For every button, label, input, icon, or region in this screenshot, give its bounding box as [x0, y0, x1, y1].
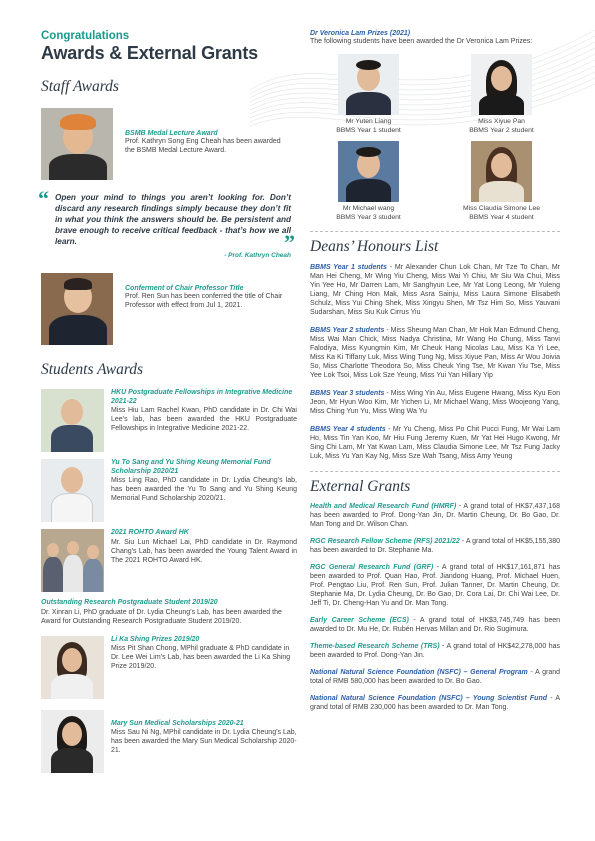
grant-label: RGC Research Fellow Scheme (RFS) 2021/22	[310, 538, 460, 545]
award-title: Conferment of Chair Professor Title	[125, 285, 244, 292]
portrait-photo-cheah	[41, 108, 113, 180]
portrait-photo-rao	[41, 459, 104, 522]
deans-list-label: BBMS Year 2 students	[310, 327, 385, 334]
lam-prizes-heading: Dr Veronica Lam Prizes (2021)	[310, 30, 411, 37]
student-award-item	[41, 459, 297, 522]
grant-item	[310, 616, 560, 634]
deans-list-names: - Mr Yu Cheng, Miss Po Chit Pucci Fung, Mr Wai Lam Ho, Miss Tin Yan Koo, Mr Hiu Fung Jeremy Kuen, Mr Yat Hei Hugo Kwong, Mr Sing Chi Lam, Mr Yat Kwan Lam, Miss Claudia Simone Lee, Mr Tsz Fung Jacky Luk, Miss Yu Yan Kay Ng, Miss Sze Wah Tsang, Miss Amy Yeung	[310, 426, 560, 460]
section-divider	[310, 231, 560, 232]
grant-text: - A grand total of HK$5,155,380 has been awarded to Dr. Stephanie Ma.	[310, 538, 560, 554]
deans-list-year-4	[310, 425, 560, 461]
deans-list-names: - Mr Alexander Chun Lok Chan, Mr Tze To Chan, Mr Man Hei Cheng, Mr Wing Yiu Cheng, Miss Wai Yi Chiu, Mr Siu Wa Chui, Miss Yin Yee Ho, Mr Darren Lam, Mr Sanghyun Lee, Mr Yat Long Leong, Mr Yuleng Liang, Mr Ching Hon Mak, Miss Asra Sainju, Miss Laura Simone Elisabeth Schulz, Miss Yui Ching Shek, Miss Xingyu Shen, Mr Tsz Him So, Miss Yauvani Sudarshan, Miss Siu Kuk Cirrus Yiu	[310, 264, 560, 316]
winner-name: Mr Yuten Liang	[345, 118, 392, 125]
student-award-item	[41, 529, 297, 592]
portrait-photo-lee	[471, 141, 532, 202]
winner-year: BBMS Year 1 student	[336, 126, 401, 134]
grant-label: Theme-based Research Scheme (TRS)	[310, 643, 440, 650]
grant-item	[310, 537, 560, 555]
portrait-photo-sun	[41, 273, 113, 345]
winner-name: Mr Michael wang	[342, 205, 395, 212]
award-title: 2021 ROHTO Award HK	[111, 529, 189, 536]
prize-winner	[443, 54, 560, 135]
quote-block	[38, 186, 297, 259]
deans-list-names: - Miss Wing Yin Au, Miss Eugene Hwang, Miss Kyu Eon Jeon, Mr Hyun Woo Kim, Mr Yichen Li, Mr Michael Wang, Miss Woojeong Yang, Miss Ching Yun Yu, Miss Wing Wa Yu	[310, 390, 560, 415]
deans-list-year-1	[310, 263, 560, 317]
grant-text: - A grand total of HK$42,278,000 has been awarded to Prof. Dong-Yan Jin.	[310, 643, 560, 659]
award-description: Miss Pit Shan Chong, MPhil graduate & PhD candidate in Dr. Lee Wei Lim’s Lab, has been awarded the Li Ka Shing Prize 2019/20.	[111, 645, 291, 670]
grant-item	[310, 502, 560, 529]
grant-label: RGC General Research Fund (GRF)	[310, 564, 434, 571]
group-photo-lai	[41, 529, 104, 592]
winner-name: Miss Claudia Simone Lee	[462, 205, 541, 212]
staff-award-sun	[41, 273, 297, 345]
portrait-photo-liang	[338, 54, 399, 115]
award-title: HKU Postgraduate Fellowships in Integrative Medicine 2021-22	[111, 389, 293, 405]
award-description: Miss Hiu Lam Rachel Kwan, PhD candidate in Dr. Chi Wai Lee’s lab, has been awarded the HKU Postgraduate Fellowships in Integrative Medicine 2021-22.	[111, 407, 297, 432]
award-title: Mary Sun Medical Scholarships 2020-21	[111, 719, 244, 727]
award-title: Outstanding Research Postgraduate Student 2019/20	[41, 599, 218, 606]
prize-winner	[443, 141, 560, 222]
award-description: Miss Ling Rao, PhD candidate in Dr. Lydia Cheung’s lab, has been awarded the Yu To Sang and Yu Shing Keung Memorial Fund Scholarship 2020/21.	[111, 477, 297, 502]
student-award-item	[41, 636, 297, 699]
grant-label: National Natural Science Foundation (NSFC) – Young Scientist Fund	[310, 695, 548, 702]
grant-item	[310, 563, 560, 608]
winner-year: BBMS Year 3 student	[336, 213, 401, 221]
portrait-photo-ng	[41, 710, 104, 773]
award-description: Miss Sau Ni Ng, MPhil candidate in Dr. Lydia Cheung’s Lab, has been awarded the Mary Sun Medical Scholarship 2020-21.	[111, 729, 297, 754]
deans-list-heading: Deans’ Honours List	[310, 238, 439, 255]
portrait-photo-kwan	[41, 389, 104, 452]
prize-winner	[310, 141, 427, 222]
quote-text: Open your mind to things you aren’t looking for. Don’t discard any research findings simply because they don’t fit in what you think the answers should be. Be persistent and brave enough to receive critical feedback - that’s how we all learn.	[55, 193, 291, 246]
grant-item	[310, 668, 560, 686]
page-title: Awards & External Grants	[41, 43, 258, 63]
award-title: Yu To Sang and Yu Shing Keung Memorial Fund Scholarship 2020/21	[111, 459, 271, 475]
award-title: Li Ka Shing Prizes 2019/20	[111, 635, 200, 643]
portrait-photo-wang	[338, 141, 399, 202]
left-column	[38, 30, 297, 773]
deans-list-label: BBMS Year 1 students	[310, 264, 387, 271]
grant-item	[310, 694, 560, 712]
students-awards-heading: Students Awards	[41, 361, 144, 378]
external-grants-heading: External Grants	[310, 478, 411, 495]
deans-list-year-3	[310, 389, 560, 416]
winner-year: BBMS Year 2 student	[469, 126, 534, 134]
grant-item	[310, 642, 560, 660]
grant-label: Health and Medical Research Fund (HMRF)	[310, 503, 457, 510]
award-title: BSMB Medal Lecture Award	[125, 130, 218, 137]
staff-award-cheah	[41, 108, 297, 180]
prize-winner	[310, 54, 427, 135]
section-divider	[310, 471, 560, 472]
grant-text: - A grand total of HK$3,745,749 has been awarded to Dr. Mu He, Dr. Rubén Hervas Millan and Dr. Rio Sugimura.	[310, 617, 561, 633]
close-quote-mark: ”	[284, 230, 295, 255]
student-award-item	[41, 599, 297, 626]
award-description: Prof. Ren Sun has been conferred the title of Chair Professor with effect from Jul 1, 2021.	[125, 293, 283, 309]
award-description: Mr. Siu Lun Michael Lai, PhD candidate in Dr. Raymond Chang’s Lab, has been awarded the Young Talent Award in The 2021 ROHTO Award HK.	[111, 538, 297, 564]
deans-list-label: BBMS Year 4 students	[310, 426, 386, 433]
winner-name: Miss Xiyue Pan	[478, 118, 525, 125]
deans-list-year-2	[310, 326, 560, 380]
grant-label: National Natural Science Foundation (NSFC) – General Program	[310, 669, 528, 676]
grant-text: - A grand total of RMB 230,000 has been awarded to Dr. Man Tong.	[310, 695, 560, 711]
grant-text: - A grand total of HK$17,161,871 has been awarded to Prof. Quan Hao, Prof. Jiandong Huang, Prof. Michael Huen, Prof. Pengtao Liu, Prof. Ren Sun, Prof. Julian Tanner, Dr. Martin Cheung, Dr. Stephanie Ma, Dr. Lydia Cheung, Dr. Bo Gao, Dr. Cora Lai, Dr. Chi Wai Lee, Dr. Jeff Ti, Dr. Cheng-Han Yu and Dr. Man Tong.	[310, 564, 560, 607]
winner-year: BBMS Year 4 student	[469, 213, 534, 221]
congratulations-label: Congratulations	[41, 30, 130, 42]
lam-prizes-grid	[310, 54, 560, 222]
staff-awards-heading: Staff Awards	[41, 78, 119, 95]
portrait-photo-chong	[41, 636, 104, 699]
open-quote-mark: “	[38, 186, 49, 211]
portrait-photo-pan	[471, 54, 532, 115]
student-award-item	[41, 710, 297, 773]
grant-text: - A grand total of RMB 580,000 has been awarded to Dr. Bo Gao.	[310, 669, 560, 685]
deans-list-names: - Miss Sheung Man Chan, Mr Hok Man Edmund Cheng, Miss Wai Man Chick, Miss Nadya Christina, Mr Wang Ho Chung, Miss Tanvi Falodiya, Miss Kyungmin Kim, Mr Cheuk Hang Nicolas Lau, Miss Ka Yi Lee, Miss Ka Ki Tiffany Luk, Miss Wing Tung Ng, Miss Xiyue Pan, Miss Ar Wou Joivia So, Miss Charlotte Theodora So, Miss Cheuk Ying Tse, Mr Kwan Yiu Tse, Miss Yee Lok Tsoi, Miss Lok Sze Yeung, Miss Yui Yan Hillary Yip	[310, 327, 560, 379]
lam-prizes-intro: The following students have been awarded the Dr Veronica Lam Prizes:	[310, 38, 533, 45]
award-description: Prof. Kathryn Song Eng Cheah has been awarded the BSMB Medal Lecture Award.	[125, 138, 281, 154]
right-column	[310, 30, 560, 712]
student-award-item	[41, 389, 297, 452]
deans-list-label: BBMS Year 3 students	[310, 390, 385, 397]
grant-text: - A grand total of HK$7,437,168 has been awarded to Prof. Dong-Yan Jin, Dr. Martin Cheung, Dr. Bo Gao, Dr. Man Tong and Dr. Wilson Chan.	[310, 503, 560, 528]
award-description: Dr. Xinran Li, PhD graduate of Dr. Lydia Cheung’s Lab, has been awarded the Award for Outstanding Research Postgraduate Student 2019/20.	[41, 608, 282, 625]
grant-label: Early Career Scheme (ECS)	[310, 617, 409, 624]
quote-author: - Prof. Kathryn Cheah	[224, 252, 291, 259]
